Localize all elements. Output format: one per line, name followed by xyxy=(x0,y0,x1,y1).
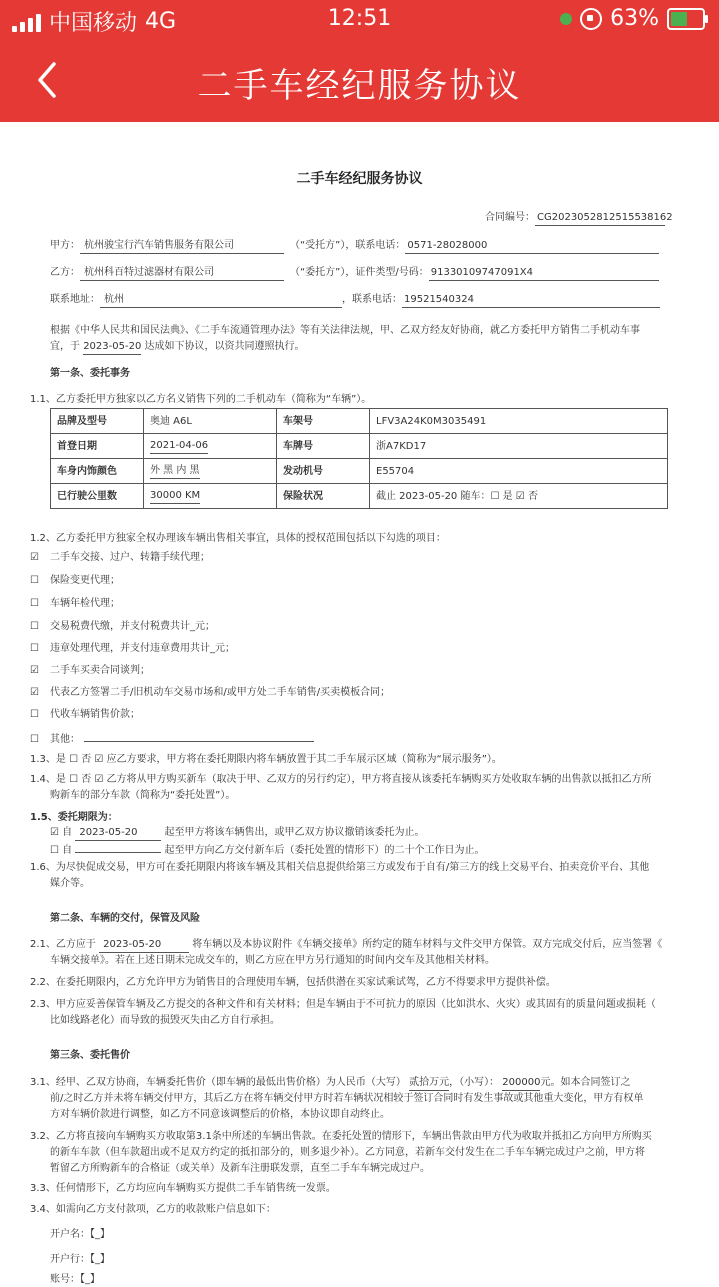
option-checkbox: ☐ xyxy=(30,598,39,609)
table-cell: 截止 2023-05-20 随车：☐ 是 ☑ 否 xyxy=(370,484,668,509)
term-option-a-text: 起至甲方将该车辆售出，或甲乙双方协议撤销该委托为止。 xyxy=(164,827,425,838)
option-label: 违章处理代理，并支付违章费用共计_元； xyxy=(50,643,235,654)
term-option-b-blank xyxy=(75,840,161,853)
clause-2-3-line-2: 比如线路老化）而导致的损毁灭失由乙方自行承担。 xyxy=(50,1015,280,1026)
table-cell: 首登日期 xyxy=(51,434,144,459)
contract-number: CG2023052812515538162 xyxy=(535,210,665,226)
term-option-a-check: ☑ 自 xyxy=(50,827,73,838)
party-a-label: 甲方： xyxy=(50,240,80,251)
party-b-row xyxy=(50,265,659,281)
option-checkbox: ☐ xyxy=(30,575,39,586)
clause-1-6-line-1: 1.6、为尽快促成交易，甲方可在委托期限内将该车辆及其相关信息提供给第三方或发布于自有/第三方的线上交易平台、拍卖竞价平台、其他 xyxy=(30,862,650,873)
option-label: 车辆年检代理； xyxy=(50,598,120,609)
clause-1-4-line-1: 1.4、是 ☐ 否 ☑ 乙方将从甲方购买新车（取决于甲、乙双方的另行约定），甲方将直接从该委托车辆购买方处收取车辆的出售款以抵扣乙方所 xyxy=(30,774,652,785)
section-3-title: 第三条、委托售价 xyxy=(50,1050,130,1061)
party-b-role: （“委托方”），证件类型/号码： xyxy=(290,267,429,278)
authorization-option xyxy=(30,641,235,656)
authorization-option xyxy=(30,573,120,588)
section-2-title: 第二条、车辆的交付，保管及风险 xyxy=(50,913,200,924)
table-cell: 车架号 xyxy=(277,409,370,434)
clause-2-1-line-2: 车辆交接单》。若在上述日期未完成交车的，则乙方应在甲方另行通知的时间内交车及其他相关材料。 xyxy=(50,955,495,966)
term-start-date: 2023-05-20 xyxy=(75,825,161,841)
option-checkbox: ☐ xyxy=(30,734,39,745)
table-cell: 浙A7KD17 xyxy=(370,434,668,459)
contract-number-label: 合同编号： xyxy=(485,212,535,223)
agreement-document xyxy=(0,122,719,1285)
option-checkbox: ☐ xyxy=(30,643,39,654)
clause-3-1-suffix: 元。如本合同签订之 xyxy=(540,1077,631,1088)
clock: 12:51 xyxy=(327,6,392,31)
table-row xyxy=(51,459,668,484)
intro-line-2 xyxy=(50,339,305,355)
table-cell: 车牌号 xyxy=(277,434,370,459)
clause-3-1-line-3: 方对车辆价款进行调整，如乙方不同意该调整后的价格，本协议即自动终止。 xyxy=(50,1109,390,1120)
clause-1-3: 1.3、是 ☐ 否 ☑ 应乙方要求，甲方将在委托期限内将车辆放置于其二手车展示区域（简称为“展示服务”）。 xyxy=(30,754,502,765)
clause-3-1-prefix: 3.1、经甲、乙双方协商，车辆委托售价（即车辆的最低出售价格）为人民币（大写） xyxy=(30,1077,406,1088)
clause-3-1-mid: ，（小写）： xyxy=(449,1077,500,1088)
mileage: 30000 KM xyxy=(150,488,200,504)
vehicle-color: 外 黑 内 黑 xyxy=(150,463,200,479)
intro-prefix: 宜，于 xyxy=(50,341,80,352)
table-cell: 奥迪 A6L xyxy=(144,409,277,434)
clause-1-1: 1.1、乙方委托甲方独家以乙方名义销售下列的二手机动车（简称为“车辆”）。 xyxy=(30,394,372,405)
authorization-option xyxy=(30,707,140,722)
price-in-words: 贰拾万元 xyxy=(409,1075,449,1091)
table-cell xyxy=(144,459,277,484)
option-label: 二手车交接、过户、转籍手续代理； xyxy=(50,552,210,563)
party-a-row xyxy=(50,238,659,254)
address-value: 杭州 xyxy=(100,292,342,308)
battery-icon xyxy=(667,8,705,30)
option-label: 交易税费代缴，并支付税费共计_元； xyxy=(50,621,215,632)
table-row xyxy=(51,484,668,509)
party-b-name: 杭州科百特过滤器材有限公司 xyxy=(80,265,284,281)
other-blank xyxy=(84,729,314,742)
option-checkbox: ☐ xyxy=(30,621,39,632)
intro-date: 2023-05-20 xyxy=(83,339,141,355)
clause-3-2-line-1: 3.2、乙方将直接向车辆购买方收取第3.1条中所述的车辆出售款。在委托处置的情形下，车辆出售款由甲方代为收取并抵扣乙方向甲方所购买 xyxy=(30,1131,652,1142)
address-label: 联系地址： xyxy=(50,294,100,305)
clause-3-1-line-2: 前/之时乙方并未将车辆交付甲方，其后乙方在将车辆交付甲方时若车辆状况相较于签订合同时有发生事故或其他重大变化，甲方有权单 xyxy=(50,1093,644,1104)
term-option-a xyxy=(50,825,425,841)
authorization-option xyxy=(30,685,390,700)
camera-indicator-icon xyxy=(560,13,572,25)
authorization-option xyxy=(30,729,314,747)
party-b-label: 乙方： xyxy=(50,267,80,278)
clause-3-3: 3.3、任何情形下，乙方均应向车辆购买方提供二手车销售统一发票。 xyxy=(30,1183,336,1194)
registration-date: 2021-04-06 xyxy=(150,438,208,454)
clause-2-1-line-1 xyxy=(30,937,662,953)
table-cell: 品牌及型号 xyxy=(51,409,144,434)
clause-3-2-line-3: 暂留乙方所购新车的合格证（或关单）及新车注册联发票，直至二手车车辆完成过户。 xyxy=(50,1163,430,1174)
price-in-figures: 200000 xyxy=(502,1075,540,1091)
phone-label: ，联系电话： xyxy=(342,294,402,305)
option-label: 代表乙方签署二手/旧机动车交易市场和/或甲方处二手车销售/买卖模板合同； xyxy=(50,687,391,698)
page-title: 二手车经纪服务协议 xyxy=(197,66,522,106)
option-checkbox: ☑ xyxy=(30,665,39,676)
carrier-label: 中国移动 xyxy=(49,11,138,36)
document-title: 二手车经纪服务协议 xyxy=(296,171,423,187)
account-bank: 开户行：【_】 xyxy=(50,1254,110,1265)
option-label: 其他： xyxy=(50,734,80,745)
authorization-option xyxy=(30,619,215,634)
account-name: 开户名：【_】 xyxy=(50,1229,110,1240)
table-row xyxy=(51,409,668,434)
option-label: 二手车买卖合同谈判； xyxy=(50,665,150,676)
table-cell xyxy=(144,484,277,509)
term-option-b-check: ☐ 自 xyxy=(50,845,73,856)
term-option-b-text: 起至甲方向乙方交付新车后（委托处置的情形下）的二十个工作日为止。 xyxy=(164,845,485,856)
authorization-option xyxy=(30,663,150,678)
party-b-phone: 19521540324 xyxy=(402,292,660,308)
table-cell: 发动机号 xyxy=(277,459,370,484)
battery-percent: 63% xyxy=(610,6,659,31)
intro-suffix: 达成如下协议，以资共同遵照执行。 xyxy=(144,341,305,352)
authorization-option xyxy=(30,550,210,565)
option-label: 代收车辆销售价款； xyxy=(50,709,140,720)
delivery-date: 2023-05-20 xyxy=(99,937,189,953)
option-checkbox: ☑ xyxy=(30,687,39,698)
option-checkbox: ☐ xyxy=(30,709,39,720)
party-a-phone: 0571-28028000 xyxy=(405,238,659,254)
clause-1-4-line-2: 购新车的部分车款（简称为“委托处置”）。 xyxy=(50,790,236,801)
table-cell: 保险状况 xyxy=(277,484,370,509)
nav-header xyxy=(0,40,719,122)
contract-number-row xyxy=(485,210,673,226)
table-cell: 车身内饰颜色 xyxy=(51,459,144,484)
clause-3-1-line-1 xyxy=(30,1075,630,1091)
status-bar xyxy=(0,0,719,40)
clause-1-6-line-2: 媒介等。 xyxy=(50,878,90,889)
section-1-title: 第一条、委托事务 xyxy=(50,368,130,379)
account-number: 账号：【_】 xyxy=(50,1274,100,1285)
clause-1-5: 1.5、委托期限为： xyxy=(30,812,118,823)
clause-2-1-text: 将车辆以及本协议附件《车辆交接单》所约定的随车材料与文件交甲方保管。双方完成交付后，应当签署《 xyxy=(192,939,663,950)
intro-line-1: 根据《中华人民共和国民法典》、《二手车流通管理办法》等有关法律法规，甲、乙双方经友好协商，就乙方委托甲方销售二手机动车事 xyxy=(50,325,640,336)
term-option-b xyxy=(50,840,485,858)
authorization-option xyxy=(30,596,120,611)
vehicle-info-table xyxy=(50,408,668,509)
address-row xyxy=(50,292,660,308)
option-checkbox: ☑ xyxy=(30,552,39,563)
clause-3-2-line-2: 的新车车款（但车款超出或不足双方约定的抵扣部分的，则多退少补）。乙方同意，若新车交付发生在二手车车辆完成过户之前，甲方将 xyxy=(50,1147,645,1158)
clause-1-2: 1.2、乙方委托甲方独家全权办理该车辆出售相关事宜，具体的授权范围包括以下勾选的项目： xyxy=(30,533,446,544)
clause-2-1-prefix: 2.1、乙方应于 xyxy=(30,939,96,950)
table-cell: E55704 xyxy=(370,459,668,484)
clause-3-4: 3.4、如需向乙方支付款项，乙方的收款账户信息如下： xyxy=(30,1204,276,1215)
table-cell xyxy=(144,434,277,459)
table-cell: 已行驶公里数 xyxy=(51,484,144,509)
network-label: 4G xyxy=(145,9,177,34)
clause-2-2: 2.2、在委托期限内，乙方允许甲方为销售目的合理使用车辆，包括供潜在买家试乘试驾，乙方不得要求甲方提供补偿。 xyxy=(30,977,556,988)
table-cell: LFV3A24K0M3035491 xyxy=(370,409,668,434)
party-a-name: 杭州骏宝行汽车销售服务有限公司 xyxy=(80,238,284,254)
clause-2-3-line-1: 2.3、甲方应妥善保管车辆及乙方提交的各种文件和有关材料；但是车辆由于不可抗力的原因（比如洪水、火灾）或其固有的质量问题或损耗（ xyxy=(30,999,656,1010)
rotation-lock-icon xyxy=(580,8,602,30)
party-b-id: 91330109747091X4 xyxy=(429,265,659,281)
table-row xyxy=(51,434,668,459)
party-a-role: （“受托方”），联系电话： xyxy=(290,240,406,251)
option-label: 保险变更代理； xyxy=(50,575,120,586)
